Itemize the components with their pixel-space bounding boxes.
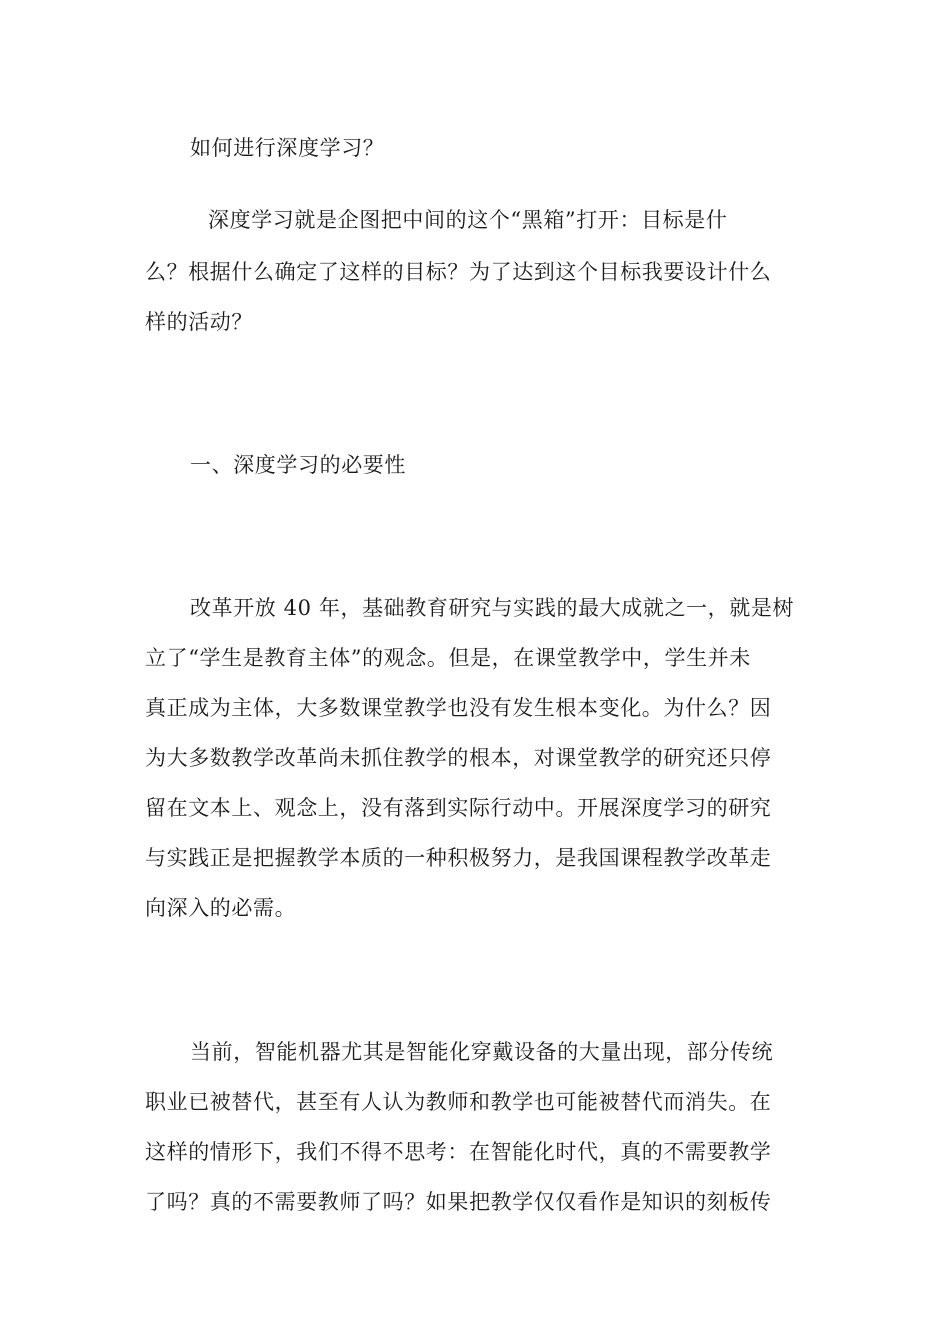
paragraph-line: 真正成为主体，大多数课堂教学也没有发生根本变化。为什么？因 (145, 696, 772, 720)
paragraph-line: 职业已被替代，甚至有人认为教师和教学也可能被替代而消失。在 (145, 1090, 772, 1114)
paragraph-line: 了吗？真的不需要教师了吗？如果把教学仅仅看作是知识的刻板传 (145, 1190, 772, 1214)
paragraph-line: 向深入的必需。 (145, 896, 297, 920)
paragraph-line: 当前，智能机器尤其是智能化穿戴设备的大量出现，部分传统 (190, 1040, 774, 1064)
paragraph-line: 为大多数教学改革尚未抓住教学的根本，对课堂教学的研究还只停 (145, 746, 772, 770)
section-heading: 一、深度学习的必要性 (190, 453, 406, 477)
paragraph-line: 改革开放 40 年，基础教育研究与实践的最大成就之一，就是树 (190, 596, 795, 620)
paragraph-line: 立了“学生是教育主体”的观念。但是，在课堂教学中，学生并未 (145, 646, 751, 670)
paragraph-line: 这样的情形下，我们不得不思考：在智能化时代，真的不需要教学 (145, 1140, 772, 1164)
intro-line: 么？根据什么确定了这样的目标？为了达到这个目标我要设计什么 (145, 260, 772, 284)
intro-line: 深度学习就是企图把中间的这个“黑箱”打开：目标是什 (208, 208, 728, 232)
question-heading: 如何进行深度学习？ (190, 136, 385, 160)
paragraph-line: 与实践正是把握教学本质的一种积极努力，是我国课程教学改革走 (145, 846, 772, 870)
paragraph-line: 留在文本上、观念上，没有落到实际行动中。开展深度学习的研究 (145, 796, 772, 820)
intro-line: 样的活动？ (145, 310, 253, 334)
